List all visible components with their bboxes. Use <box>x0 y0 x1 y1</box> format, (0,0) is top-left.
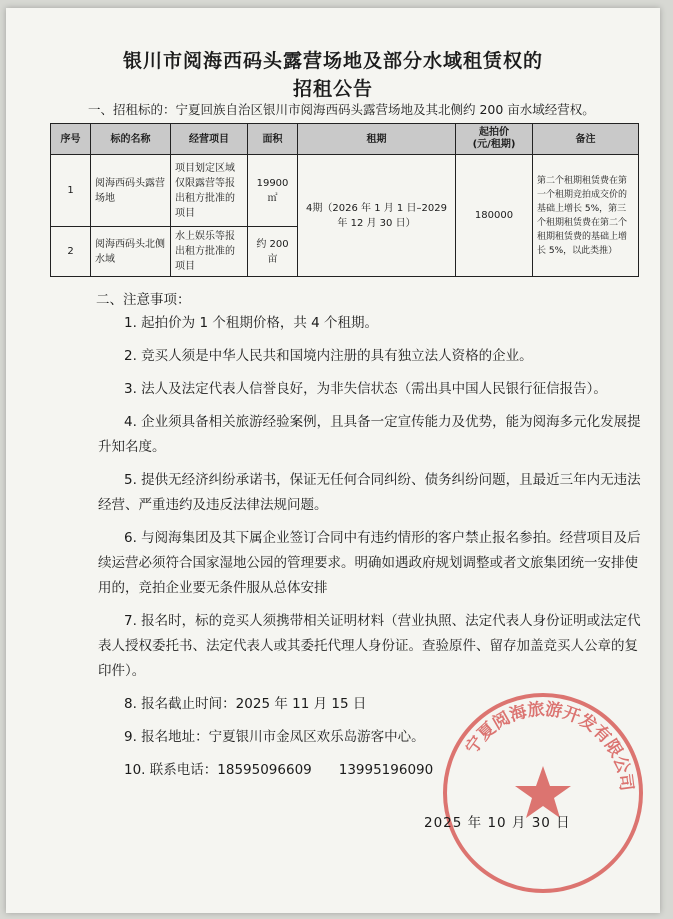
header-period: 租期 <box>298 124 456 155</box>
header-name: 标的名称 <box>91 124 171 155</box>
rental-subject-intro: 一、招租标的：宁夏回族自治区银川市阅海西码头露营场地及其北侧约 200 亩水域经营权。 <box>88 102 595 117</box>
cell-price: 180000 <box>456 155 533 277</box>
seal-text: 宁夏阅海旅游开发有限公司 <box>461 699 637 793</box>
cell-no: 2 <box>51 227 91 277</box>
notice-item: 6. 与阅海集团及其下属企业签订合同中有违约情形的客户禁止报名参拍。经营项目及后续运营必须符合国家湿地公园的管理要求。明确如遇政府规划调整或者文旅集团统一安排使用的，竞拍企业要无条件服从总体安排 <box>98 530 641 596</box>
notice-item: 10. 联系电话：18595096609 13995196090 <box>124 762 434 778</box>
notice-item: 8. 报名截止时间：2025 年 11 月 15 日 <box>124 696 367 712</box>
rental-table <box>50 123 639 277</box>
notice-item: 5. 提供无经济纠纷承诺书，保证无任何合同纠纷、债务纠纷问题，且最近三年内无违法经营、严重违约及违反法律法规问题。 <box>98 472 641 513</box>
cell-project: 项目划定区域仅限露营等报出租方批准的项目 <box>171 155 248 227</box>
table-row <box>51 155 639 227</box>
notice-item: 7. 报名时，标的竞买人须携带相关证明材料（营业执照、法定代表人身份证明或法定代表人授权委托书、法定代表人或其委托代理人身份证。查验原件、留存加盖竞买人公章的复印件）。 <box>98 613 641 679</box>
notice-item: 1. 起拍价为 1 个租期价格，共 4 个租期。 <box>124 315 379 331</box>
cell-note: 第二个租期租赁费在第一个租期竞拍成交价的基础上增长 5%，第三个租期租赁费在第二个租期租赁费的基础上增长 5%，以此类推） <box>533 155 639 277</box>
document-subtitle: 招租公告 <box>292 78 373 100</box>
cell-name: 阅海西码头北侧水域 <box>91 227 171 277</box>
cell-period: 4期（2026 年 1 月 1 日–2029 年 12 月 30 日） <box>298 155 456 277</box>
cell-name: 阅海西码头露营场地 <box>91 155 171 227</box>
notice-item: 2. 竞买人须是中华人民共和国境内注册的具有独立法人资格的企业。 <box>124 348 533 364</box>
document-page <box>6 8 660 913</box>
table-header-row <box>51 124 639 155</box>
header-price: 起拍价 (元/租期) <box>456 124 533 155</box>
notice-item: 9. 报名地址：宁夏银川市金凤区欢乐岛游客中心。 <box>124 729 425 745</box>
header-note: 备注 <box>533 124 639 155</box>
notice-item: 3. 法人及法定代表人信誉良好，为非失信状态（需出具中国人民银行征信报告）。 <box>124 381 607 397</box>
cell-no: 1 <box>51 155 91 227</box>
notice-heading: 二、注意事项： <box>96 292 191 308</box>
header-area: 面积 <box>248 124 298 155</box>
cell-area: 约 200 亩 <box>248 227 298 277</box>
notice-item: 4. 企业须具备相关旅游经验案例，且具备一定宣传能力及优势，能为阅海多元化发展提升知名度。 <box>98 414 641 455</box>
company-seal <box>438 688 648 898</box>
header-project: 经营项目 <box>171 124 248 155</box>
issue-date: 2025 年 10 月 30 日 <box>424 815 571 831</box>
cell-area: 19900 ㎡ <box>248 155 298 227</box>
header-no: 序号 <box>51 124 91 155</box>
cell-project: 水上娱乐等报出租方批准的项目 <box>171 227 248 277</box>
document-title: 银川市阅海西码头露营场地及部分水域租赁权的 <box>122 50 543 72</box>
